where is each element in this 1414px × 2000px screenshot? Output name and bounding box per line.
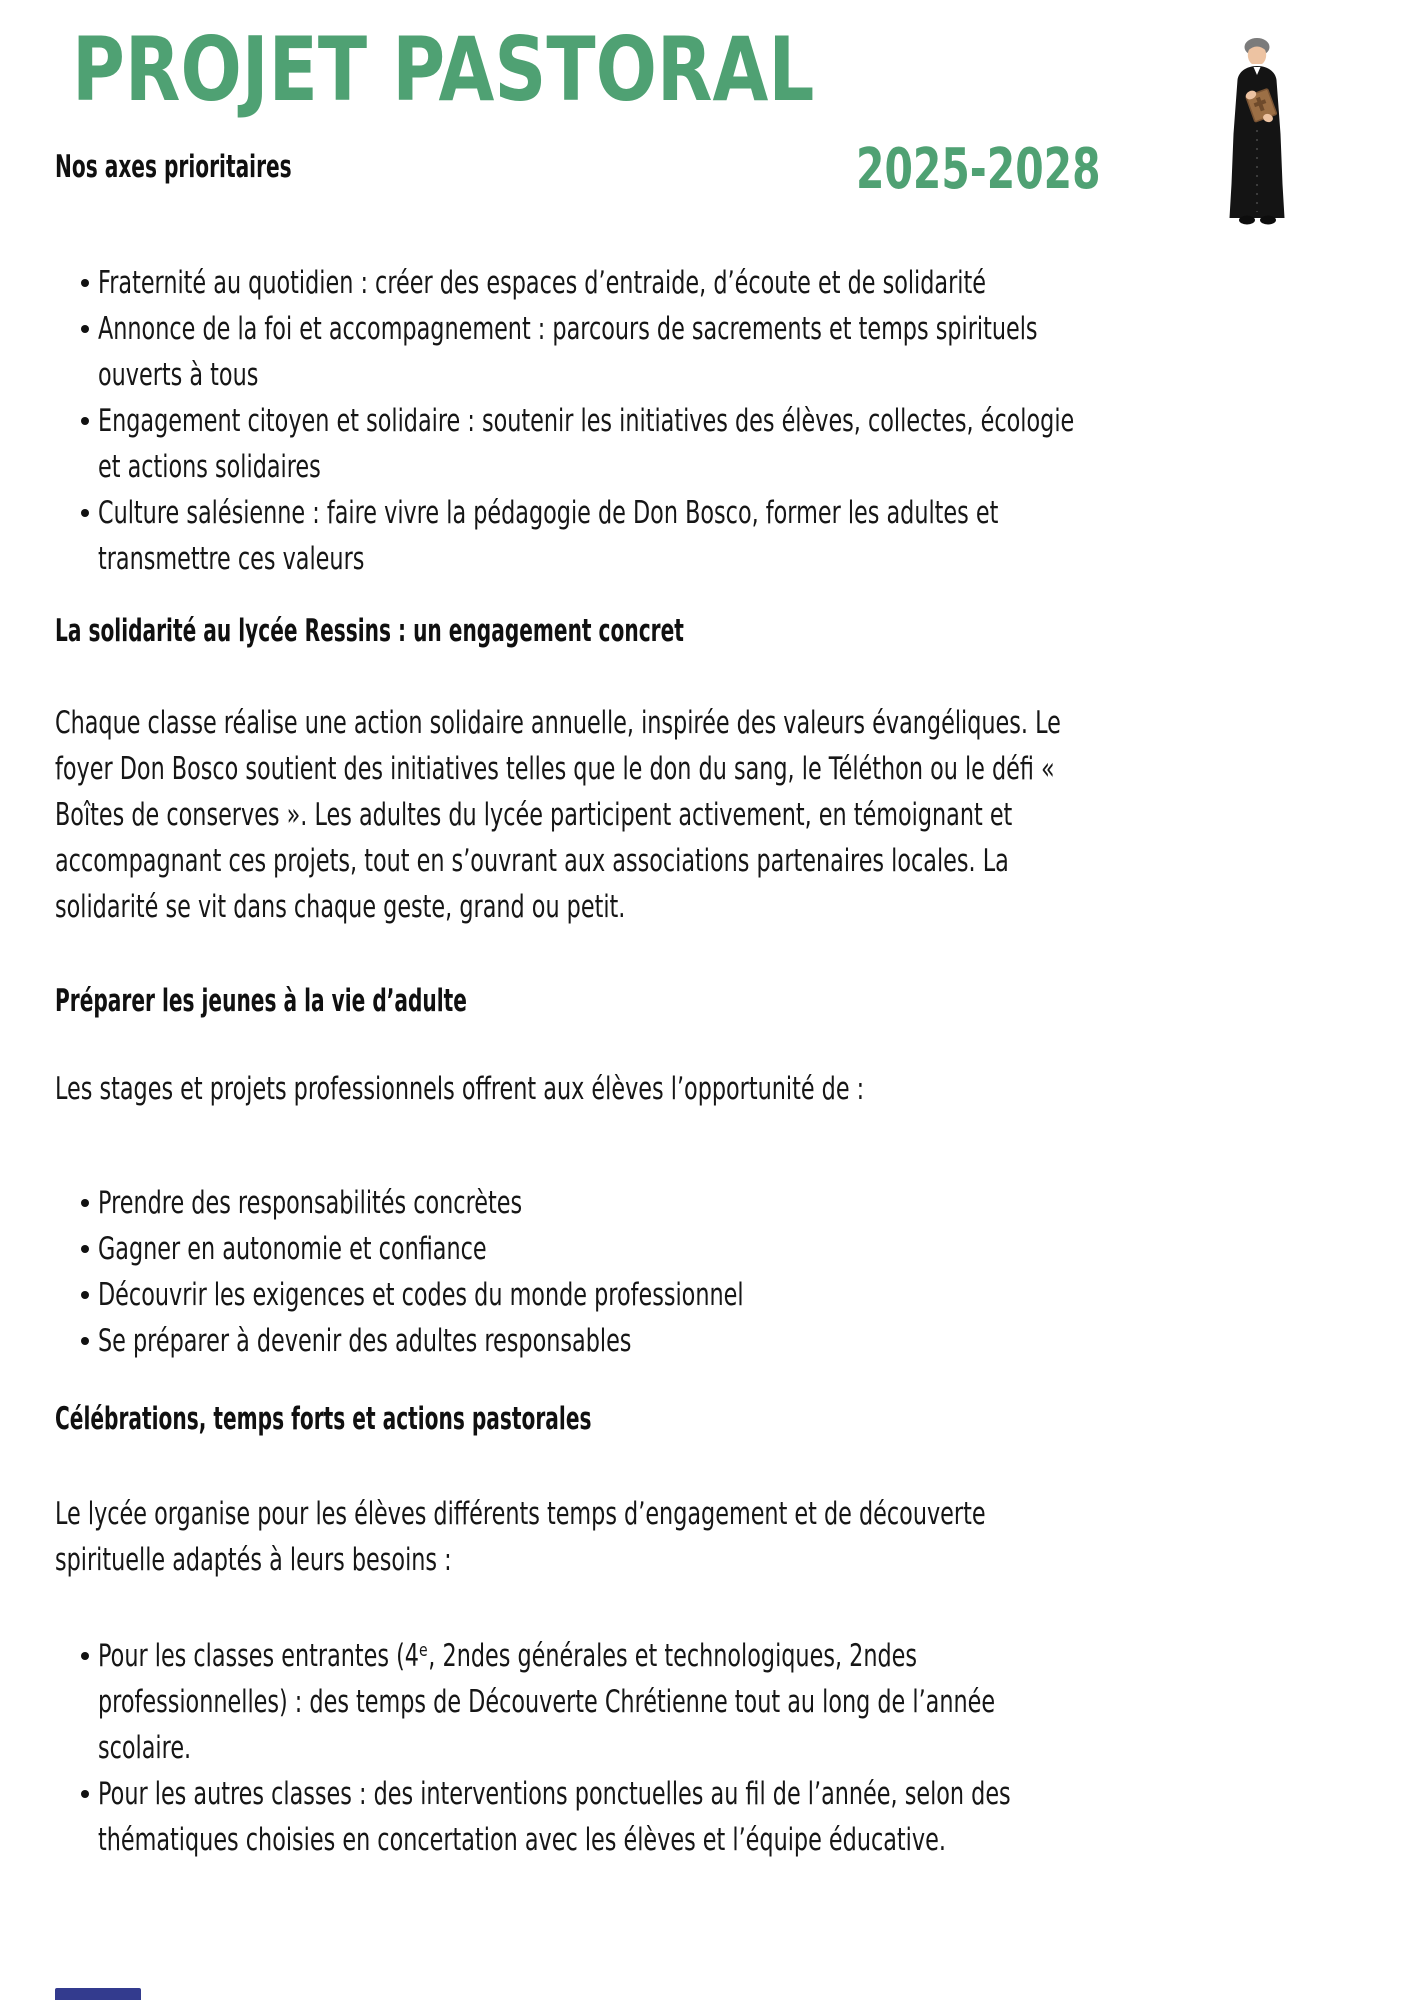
paragraph-line: accompagnant ces projets, tout en s’ouvrant aux associations partenaires locales. La bbox=[55, 843, 1009, 879]
list-item bbox=[55, 1318, 995, 1364]
list-item bbox=[55, 1226, 995, 1272]
adulte-item-line: Gagner en autonomie et confiance bbox=[98, 1231, 487, 1267]
paragraph-line: solidarité se vit dans chaque geste, grand ou petit. bbox=[55, 889, 626, 925]
axes-item-line: transmettre ces valeurs bbox=[98, 541, 365, 577]
solidarite-heading: La solidarité au lycée Ressins : un engagement concret bbox=[55, 613, 684, 649]
bullet-icon bbox=[81, 1790, 89, 1798]
adulte-item-line: Se préparer à devenir des adultes responsables bbox=[98, 1323, 632, 1359]
list-item bbox=[55, 490, 1414, 582]
next-page-peek bbox=[55, 1988, 141, 2000]
paragraph-line: spirituelle adaptés à leurs besoins : bbox=[55, 1542, 452, 1578]
bullet-icon bbox=[81, 325, 89, 333]
solidarite-paragraph bbox=[55, 700, 1414, 930]
paragraph-line: Boîtes de conserves ». Les adultes du lycée participent activement, en témoignant et bbox=[55, 797, 1013, 833]
celebrations-heading: Célébrations, temps forts et actions pastorales bbox=[55, 1401, 592, 1437]
axes-item-line: ouverts à tous bbox=[98, 357, 259, 393]
paragraph-line: foyer Don Bosco soutient des initiatives telles que le don du sang, le Téléthon ou le défi « bbox=[55, 751, 1055, 787]
axes-item-line: Engagement citoyen et solidaire : soutenir les initiatives des élèves, collectes, écologie bbox=[98, 403, 1075, 439]
axes-item-line: Annonce de la foi et accompagnement : parcours de sacrements et temps spirituels bbox=[98, 311, 1038, 347]
list-item bbox=[55, 1771, 1366, 1863]
adulte-item-line: Découvrir les exigences et codes du monde professionnel bbox=[98, 1277, 744, 1313]
celebrations-intro bbox=[55, 1491, 1347, 1583]
list-item bbox=[55, 1633, 1366, 1771]
axes-item-line: Culture salésienne : faire vivre la pédagogie de Don Bosco, former les adultes et bbox=[98, 495, 999, 531]
axes-list bbox=[55, 260, 1414, 582]
celebrations-list bbox=[55, 1633, 1366, 1863]
adulte-heading: Préparer les jeunes à la vie d’adulte bbox=[55, 983, 467, 1019]
adulte-intro bbox=[55, 1066, 1179, 1112]
bullet-icon bbox=[81, 1337, 89, 1345]
celebrations-item-line: thématiques choisies en concertation avec les élèves et l’équipe éducative. bbox=[98, 1822, 946, 1858]
bullet-icon bbox=[81, 279, 89, 287]
list-item bbox=[55, 1180, 995, 1226]
paragraph-line: Les stages et projets professionnels offrent aux élèves l’opportunité de : bbox=[55, 1071, 865, 1107]
adulte-list bbox=[55, 1180, 995, 1364]
bullet-icon bbox=[81, 1652, 89, 1660]
list-item bbox=[55, 1272, 995, 1318]
axes-heading: Nos axes prioritaires bbox=[55, 149, 292, 185]
axes-item-line: Fraternité au quotidien : créer des espaces d’entraide, d’écoute et de solidarité bbox=[98, 265, 986, 301]
page-title: PROJET PASTORAL bbox=[72, 18, 815, 121]
adulte-item-line: Prendre des responsabilités concrètes bbox=[98, 1185, 523, 1221]
axes-item-line: et actions solidaires bbox=[98, 449, 321, 485]
bullet-icon bbox=[81, 1199, 89, 1207]
bullet-icon bbox=[81, 1291, 89, 1299]
bullet-icon bbox=[81, 509, 89, 517]
celebrations-item-line: professionnelles) : des temps de Découverte Chrétienne tout au long de l’année bbox=[98, 1684, 996, 1720]
paragraph-line: Le lycée organise pour les élèves différents temps d’engagement et de découverte bbox=[55, 1496, 986, 1532]
celebrations-item-line: Pour les classes entrantes (4ᵉ, 2ndes générales et technologiques, 2ndes bbox=[98, 1638, 918, 1674]
paragraph-line: Chaque classe réalise une action solidaire annuelle, inspirée des valeurs évangéliques. Le bbox=[55, 705, 1061, 741]
list-item bbox=[55, 398, 1414, 490]
list-item bbox=[55, 260, 1414, 306]
don-bosco-illustration bbox=[1216, 34, 1298, 226]
bullet-icon bbox=[81, 1245, 89, 1253]
period-label: 2025-2028 bbox=[856, 137, 1101, 202]
list-item bbox=[55, 306, 1414, 398]
celebrations-item-line: scolaire. bbox=[98, 1730, 192, 1766]
celebrations-item-line: Pour les autres classes : des interventions ponctuelles au fil de l’année, selon des bbox=[98, 1776, 1011, 1812]
bullet-icon bbox=[81, 417, 89, 425]
